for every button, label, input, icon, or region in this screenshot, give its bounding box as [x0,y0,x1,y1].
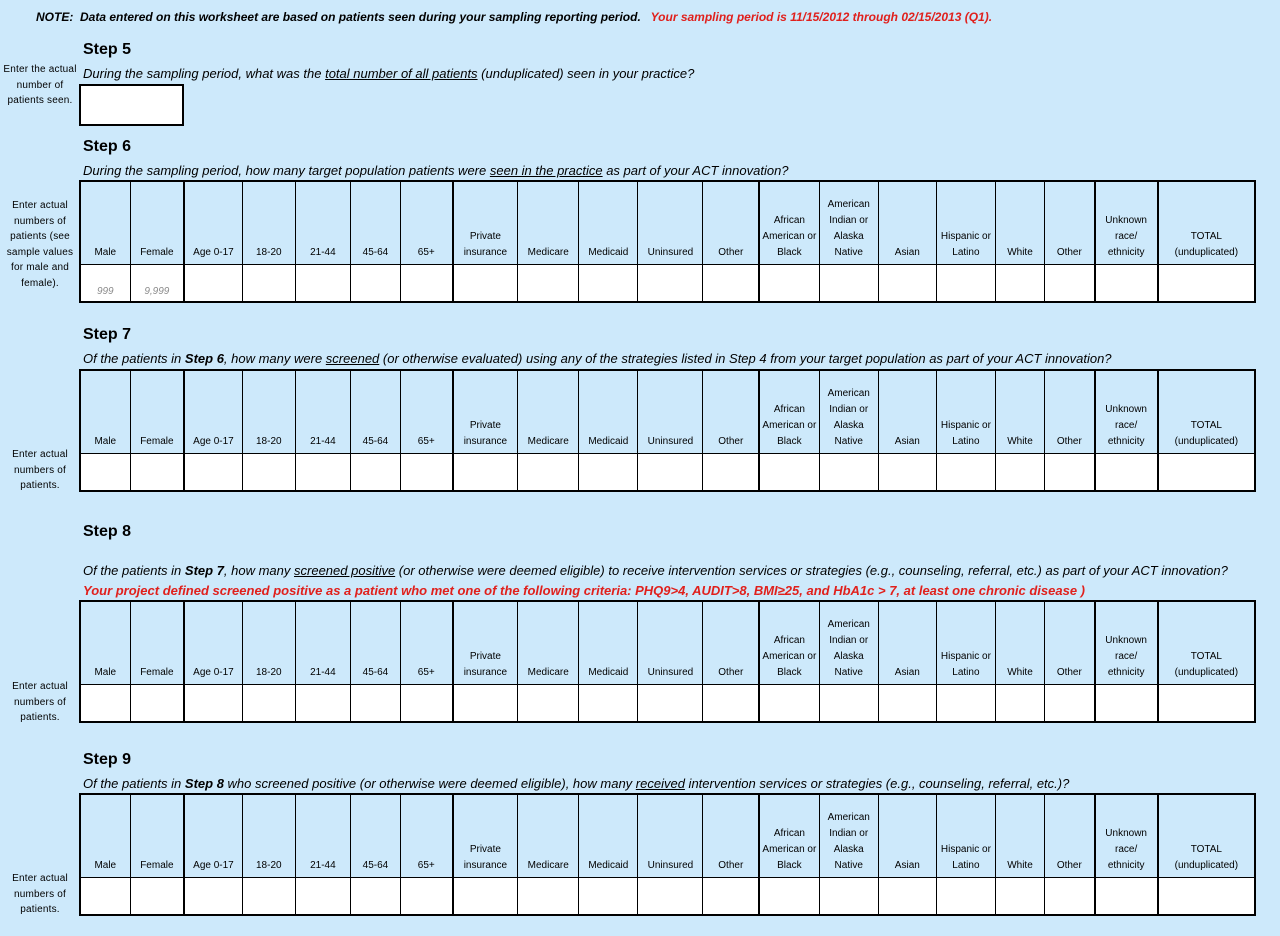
column-header: TOTAL (unduplicated) [1158,370,1255,453]
step8-table [79,600,1256,723]
count-input-cell[interactable] [130,453,184,491]
column-header: Age 0-17 [184,601,242,684]
column-header: Male [80,181,130,264]
count-input-cell[interactable] [819,684,878,722]
column-header: TOTAL (unduplicated) [1158,601,1255,684]
column-header: African American or Black [759,181,819,264]
column-header: Other [703,181,759,264]
count-input-cell[interactable] [1095,877,1158,915]
sampling-period: Your sampling period is 11/15/2012 through 02/15/2013 (Q1). [650,10,993,24]
step9-question: Of the patients in Step 8 who screened positive (or otherwise were deemed eligible), how many received intervention services or strategies (e.g., counseling, referral, etc.)? [83,776,1070,791]
count-input-cell[interactable] [242,453,295,491]
column-header: Male [80,370,130,453]
count-input-cell[interactable] [350,453,400,491]
worksheet-note [36,10,992,24]
column-header: Other [703,601,759,684]
column-header: Male [80,794,130,877]
count-input-cell[interactable] [703,264,759,302]
total-patients-input[interactable] [79,84,184,126]
column-header: 21-44 [295,181,350,264]
column-header: 45-64 [350,370,400,453]
column-header: Unknown race/ ethnicity [1095,794,1158,877]
count-input-cell[interactable] [242,877,295,915]
column-header: Other [703,794,759,877]
column-header: Male [80,601,130,684]
count-input-cell[interactable] [184,264,242,302]
column-header: Hispanic or Latino [936,181,995,264]
count-input-cell[interactable] [242,264,295,302]
count-input-cell[interactable] [819,264,878,302]
count-input-cell[interactable] [130,684,184,722]
count-input-cell[interactable] [759,684,819,722]
count-input-cell[interactable] [1045,877,1095,915]
column-header: Medicare [518,601,579,684]
column-header: Other [1045,601,1095,684]
column-header: Unknown race/ ethnicity [1095,601,1158,684]
column-header: African American or Black [759,601,819,684]
column-header: 21-44 [295,794,350,877]
sample-value-male: 999 [96,286,114,297]
count-input-cell[interactable] [1158,684,1255,722]
count-input-cell[interactable] [80,264,130,302]
column-header: 65+ [401,181,453,264]
count-input-cell[interactable] [936,264,995,302]
column-header: American Indian or Alaska Native [819,794,878,877]
count-input-cell[interactable] [579,264,638,302]
column-header: Uninsured [638,601,703,684]
count-input-cell[interactable] [350,684,400,722]
column-header: Age 0-17 [184,181,242,264]
count-input-cell[interactable] [453,877,518,915]
count-input-cell[interactable] [1045,684,1095,722]
column-header: 45-64 [350,601,400,684]
column-header: Female [130,181,184,264]
count-input-cell[interactable] [1095,684,1158,722]
column-header: American Indian or Alaska Native [819,181,878,264]
column-header: 18-20 [242,601,295,684]
count-input-cell[interactable] [819,453,878,491]
column-header: African American or Black [759,794,819,877]
column-header: Private insurance [453,370,518,453]
step8-question: Of the patients in Step 7, how many screened positive (or otherwise were deemed eligible) to receive intervention services or strategies (e.g., counseling, referral, etc.) as part of your ACT innovation? Your project defined screened positive as a patient who met one of the following criteria: PHQ9>4, AUDIT>8, BMI≥25, and HbA1c > 7, at least one chronic disease ) [83,563,1228,598]
column-header: Medicare [518,181,579,264]
column-header: 65+ [401,794,453,877]
column-header: African American or Black [759,370,819,453]
column-header: Medicaid [579,370,638,453]
count-input-cell[interactable] [350,877,400,915]
count-input-cell[interactable] [703,453,759,491]
column-header: Medicare [518,794,579,877]
column-header: White [995,601,1044,684]
step6-title: Step 6 [83,138,132,155]
count-input-cell[interactable] [579,877,638,915]
count-input-cell[interactable] [1158,877,1255,915]
column-header: Asian [878,794,936,877]
count-input-cell[interactable] [1158,453,1255,491]
column-header: Other [1045,794,1095,877]
count-input-cell[interactable] [1095,453,1158,491]
step9-title: Step 9 [83,751,132,768]
column-header: Uninsured [638,181,703,264]
column-header: 18-20 [242,181,295,264]
column-header: 18-20 [242,794,295,877]
column-header: Hispanic or Latino [936,794,995,877]
count-input-cell[interactable] [350,264,400,302]
count-input-cell[interactable] [995,453,1044,491]
count-input-cell[interactable] [80,684,130,722]
column-header: Private insurance [453,601,518,684]
count-input-cell[interactable] [878,684,936,722]
column-header: Asian [878,601,936,684]
column-header: Female [130,370,184,453]
column-header: Uninsured [638,794,703,877]
column-header: Uninsured [638,370,703,453]
count-input-cell[interactable] [401,453,453,491]
step7-title: Step 7 [83,326,132,343]
count-input-cell[interactable] [242,684,295,722]
count-input-cell[interactable] [703,877,759,915]
count-input-cell[interactable] [401,877,453,915]
column-header: 45-64 [350,794,400,877]
count-input-cell[interactable] [638,264,703,302]
count-input-cell[interactable] [401,684,453,722]
column-header: White [995,181,1044,264]
column-header: American Indian or Alaska Native [819,601,878,684]
step9-instruction: Enter actual numbers of patients. [12,873,68,915]
count-input-cell[interactable] [638,453,703,491]
count-input-cell[interactable] [518,877,579,915]
column-header: Female [130,794,184,877]
count-input-cell[interactable] [518,264,579,302]
column-header: Hispanic or Latino [936,601,995,684]
step5-question: During the sampling period, what was the total number of all patients (unduplicated) seen in your practice? [83,66,695,81]
step7-table [79,369,1256,492]
step9-table [79,793,1256,916]
step6-instruction: Enter actual numbers of patients (see sample values for male and female). [6,200,74,289]
column-header: Asian [878,370,936,453]
note-label: NOTE: [36,10,74,24]
count-input-cell[interactable] [1045,453,1095,491]
column-header: 18-20 [242,370,295,453]
count-input-cell[interactable] [995,264,1044,302]
step5-title: Step 5 [83,41,132,58]
count-input-cell[interactable] [759,264,819,302]
count-input-cell[interactable] [184,684,242,722]
count-input-cell[interactable] [518,684,579,722]
count-input-cell[interactable] [295,684,350,722]
count-input-cell[interactable] [638,684,703,722]
count-input-cell[interactable] [936,877,995,915]
count-input-cell[interactable] [878,264,936,302]
count-input-cell[interactable] [638,877,703,915]
column-header: Private insurance [453,181,518,264]
count-input-cell[interactable] [80,877,130,915]
count-input-cell[interactable] [878,453,936,491]
count-input-cell[interactable] [184,877,242,915]
column-header: 65+ [401,601,453,684]
count-input-cell[interactable] [295,453,350,491]
column-header: Hispanic or Latino [936,370,995,453]
step7-instruction: Enter actual numbers of patients. [12,449,68,491]
column-header: 45-64 [350,181,400,264]
step5-instruction: Enter the actual number of patients seen. [3,64,77,106]
column-header: Other [703,370,759,453]
count-input-cell[interactable] [295,877,350,915]
column-header: White [995,370,1044,453]
column-header: Unknown race/ ethnicity [1095,370,1158,453]
count-input-cell[interactable] [936,684,995,722]
sample-value-female: 9,999 [144,286,170,297]
column-header: TOTAL (unduplicated) [1158,181,1255,264]
column-header: Age 0-17 [184,370,242,453]
column-header: American Indian or Alaska Native [819,370,878,453]
count-input-cell[interactable] [759,453,819,491]
count-input-cell[interactable] [878,877,936,915]
column-header: Medicare [518,370,579,453]
count-input-cell[interactable] [130,877,184,915]
column-header: Medicaid [579,181,638,264]
note-text: Data entered on this worksheet are based on patients seen during your sampling reporting period. [80,10,641,24]
count-input-cell[interactable] [295,264,350,302]
column-header: TOTAL (unduplicated) [1158,794,1255,877]
count-input-cell[interactable] [703,684,759,722]
step6-question: During the sampling period, how many target population patients were seen in the practice as part of your ACT innovation? [83,163,789,178]
column-header: Age 0-17 [184,794,242,877]
count-input-cell[interactable] [401,264,453,302]
count-input-cell[interactable] [995,877,1044,915]
count-input-cell[interactable] [184,453,242,491]
column-header: Private insurance [453,794,518,877]
count-input-cell[interactable] [518,453,579,491]
column-header: White [995,794,1044,877]
column-header: Medicaid [579,601,638,684]
column-header: Other [1045,181,1095,264]
count-input-cell[interactable] [1095,264,1158,302]
count-input-cell[interactable] [453,684,518,722]
count-input-cell[interactable] [995,684,1044,722]
column-header: Unknown race/ ethnicity [1095,181,1158,264]
count-input-cell[interactable] [453,453,518,491]
step6-table [79,180,1256,303]
count-input-cell[interactable] [579,453,638,491]
column-header: 21-44 [295,601,350,684]
count-input-cell[interactable] [1045,264,1095,302]
count-input-cell[interactable] [759,877,819,915]
column-header: Female [130,601,184,684]
count-input-cell[interactable] [819,877,878,915]
step7-question: Of the patients in Step 6, how many were screened (or otherwise evaluated) using any of the strategies listed in Step 4 from your target population as part of your ACT innovation? [83,351,1112,366]
column-header: Other [1045,370,1095,453]
count-input-cell[interactable] [579,684,638,722]
column-header: 21-44 [295,370,350,453]
column-header: Asian [878,181,936,264]
step8-title: Step 8 [83,523,132,540]
count-input-cell[interactable] [453,264,518,302]
count-input-cell[interactable] [130,264,184,302]
count-input-cell[interactable] [936,453,995,491]
count-input-cell[interactable] [80,453,130,491]
count-input-cell[interactable] [1158,264,1255,302]
step8-instruction: Enter actual numbers of patients. [12,681,68,723]
column-header: Medicaid [579,794,638,877]
column-header: 65+ [401,370,453,453]
